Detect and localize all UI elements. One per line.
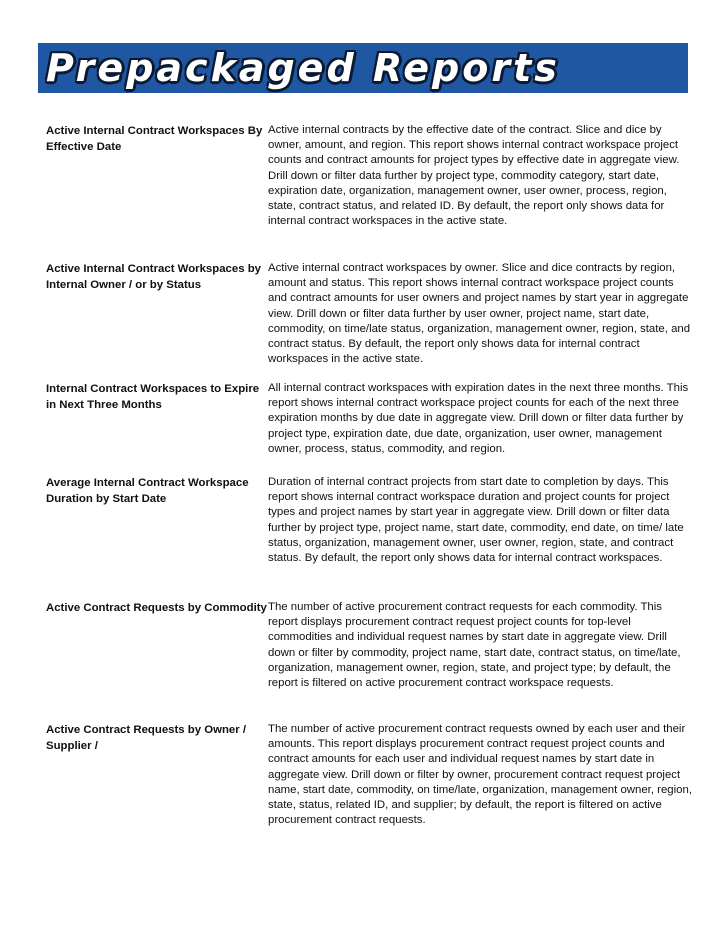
report-entry-2 [46,261,694,367]
report-name: Active Contract Requests by Commodity [46,602,267,614]
report-name: Active Contract Requests by Owner / Supplier / [46,724,247,752]
report-entry-4 [46,475,694,566]
report-name: Internal Contract Workspaces to Expire in Next Three Months [46,383,260,411]
report-description: Duration of internal contract projects from start date to completion by days. This report shows internal contract workspace duration and project counts for project types and project names by start year in aggregate view. Drill down or filter data further by project type, project name, start date, commodity, end date, on time/ late status, organization, management owner, user owner, region, state, and contract status. By default, the report only shows data for internal contract workspaces. [268,476,684,565]
report-entry-1 [46,123,694,229]
report-description: The number of active procurement contract requests for each commodity. This report displays procurement contract request project counts for top-level commodities and individual request names by start date in aggregate view. Drill down or filter by commodity, project name, start date, contract status, on time/late, organization, management owner, region, state, and project type; by default, the report is filtered on active procurement contract workspace requests. [268,601,681,690]
page-title: Prepackaged Reports [46,46,560,90]
title-banner [38,43,688,93]
report-description: All internal contract workspaces with expiration dates in the next three months. This report shows internal contract workspace project counts for each of the next three expiration months by due date in aggregate view. Drill down or filter data further by project type, expiration date, due date, organization, user owner, management owner, process, status, commodity, and region. [268,382,689,455]
report-description: Active internal contract workspaces by owner. Slice and dice contracts by region, amount and status. This report shows internal contract workspace project counts and contract amounts for user owners and project names by start year in aggregate view. Drill down or filter data further by user owner, project name, start date, commodity, on time/late status, organization, management owner, region, state, and contract status. By default, the report only shows data for internal contract workspaces in the active state. [268,262,691,366]
report-entry-3 [46,381,694,457]
report-entry-6 [46,722,694,828]
report-entry-5 [46,600,694,691]
report-name: Active Internal Contract Workspaces by Internal Owner / or by Status [46,263,262,291]
report-name: Average Internal Contract Workspace Duration by Start Date [46,477,249,505]
report-description: Active internal contracts by the effective date of the contract. Slice and dice by owner, amount, and region. This report shows internal contract workspace project counts and contract amounts for project types by effective date in aggregate view. Drill down or filter data further by project type, commodity category, start date, expiration date, organization, management owner, user owner, process, region, state, contract status, and related ID. By default, the report only shows data for internal contract workspaces in the active state. [268,124,680,228]
report-description: The number of active procurement contract requests owned by each user and their amounts. This report displays procurement contract request project counts and contract amounts for each user and individual request names by start date in aggregate view. Drill down or filter by owner, procurement contract request project name, start date, commodity, on time/late, organization, management owner, region, state, status, related ID, and supplier; by default, the report is filtered on active procurement contract requests. [268,723,692,827]
report-name: Active Internal Contract Workspaces By Effective Date [46,125,263,153]
